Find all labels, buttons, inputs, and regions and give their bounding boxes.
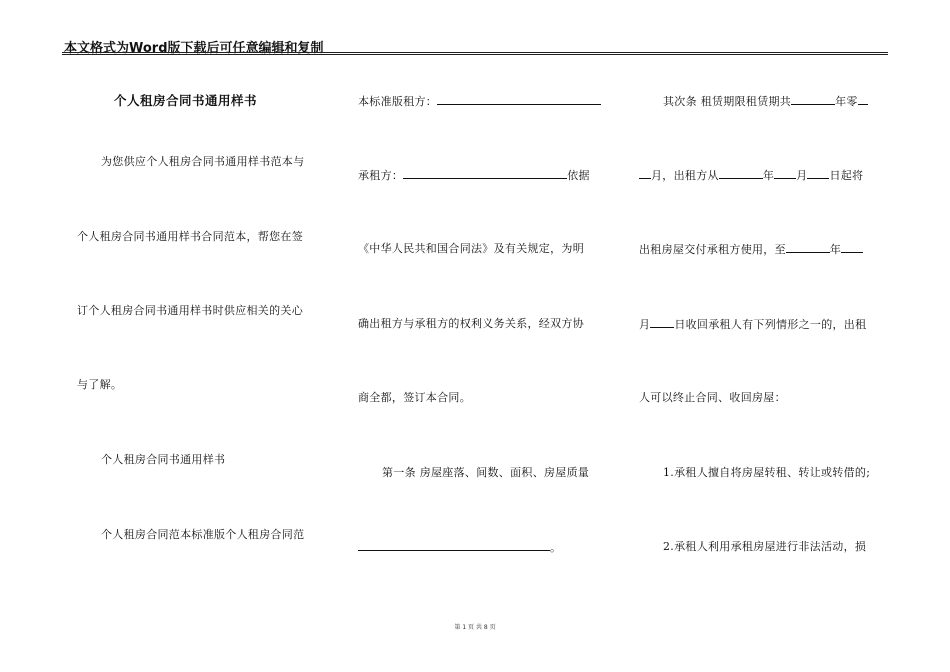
term-line-3 bbox=[639, 242, 863, 257]
start-year-blank[interactable] bbox=[719, 168, 763, 179]
list-item: 2.承租人利用承租房屋进行非法活动，损 bbox=[663, 540, 867, 553]
start-day-blank[interactable] bbox=[807, 168, 829, 179]
term-line-4 bbox=[639, 317, 866, 332]
paragraph-line: 与了解。 bbox=[77, 378, 123, 391]
term-text: 日起将 bbox=[829, 169, 864, 182]
blank-line bbox=[358, 540, 561, 555]
end-month-blank[interactable] bbox=[841, 242, 863, 253]
lessor-line bbox=[358, 94, 601, 109]
start-month-blank[interactable] bbox=[774, 168, 796, 179]
term-text: 月 bbox=[796, 169, 808, 182]
document-title: 个人租房合同书通用样书 bbox=[114, 93, 258, 108]
paragraph-line: 个人租房合同书通用样书合同范本，帮您在签 bbox=[77, 230, 303, 243]
paragraph-line: 确出租方与承租方的权利义务关系，经双方协 bbox=[358, 317, 584, 330]
blank-end-mark: 。 bbox=[550, 541, 562, 554]
list-item: 1.承租人擅自将房屋转租、转让或转借的; bbox=[663, 466, 871, 479]
term-line-1 bbox=[663, 94, 868, 109]
term-years-blank[interactable] bbox=[791, 94, 835, 105]
term-text: 日收回承租人有下列情形之一的，出租 bbox=[674, 318, 867, 331]
paragraph-line: 订个人租房合同书通用样书时供应相关的关心 bbox=[77, 304, 303, 317]
lessee-label: 承租方： bbox=[358, 169, 404, 182]
end-day-blank[interactable] bbox=[650, 317, 674, 328]
term-text: 月 bbox=[639, 318, 651, 331]
term-months-blank[interactable] bbox=[858, 94, 868, 105]
term-text: 其次条 租赁期限租赁期共 bbox=[663, 95, 792, 108]
paragraph-line: 为您供应个人租房合同书通用样书范本与 bbox=[101, 155, 305, 168]
paragraph-line: 人可以终止合同、收回房屋： bbox=[639, 391, 786, 404]
lessee-after-text: 依据 bbox=[567, 169, 590, 182]
page-footer: 第 1 页 共 8 页 bbox=[454, 624, 496, 631]
term-text: 月，出租方从 bbox=[651, 169, 719, 182]
lessor-blank[interactable] bbox=[437, 94, 601, 105]
header-rule-top bbox=[62, 52, 888, 53]
term-text: 出租房屋交付承租方使用，至 bbox=[639, 243, 786, 256]
end-year-blank[interactable] bbox=[786, 242, 830, 253]
term-line-2 bbox=[639, 168, 863, 183]
term-months-blank-cont[interactable] bbox=[639, 168, 651, 179]
term-text: 年 bbox=[762, 169, 775, 182]
document-header: 本文格式为Word版下载后可任意编辑和复制 bbox=[64, 41, 324, 56]
property-blank[interactable] bbox=[358, 540, 550, 551]
paragraph-line: 《中华人民共和国合同法》及有关规定，为明 bbox=[358, 242, 584, 255]
paragraph-line: 商全都，签订本合同。 bbox=[358, 391, 471, 404]
lessee-line bbox=[358, 168, 590, 183]
header-rule-bottom bbox=[62, 54, 888, 55]
lessee-blank[interactable] bbox=[403, 168, 567, 179]
paragraph-line: 个人租房合同范本标准版个人租房合同范 bbox=[101, 528, 305, 541]
term-text: 年零 bbox=[835, 95, 858, 108]
lessor-label: 本标准版租方： bbox=[358, 95, 438, 108]
term-text: 年 bbox=[829, 243, 842, 256]
section-heading: 个人租房合同书通用样书 bbox=[101, 453, 226, 466]
article-heading: 第一条 房屋座落、间数、面积、房屋质量 bbox=[382, 466, 590, 479]
